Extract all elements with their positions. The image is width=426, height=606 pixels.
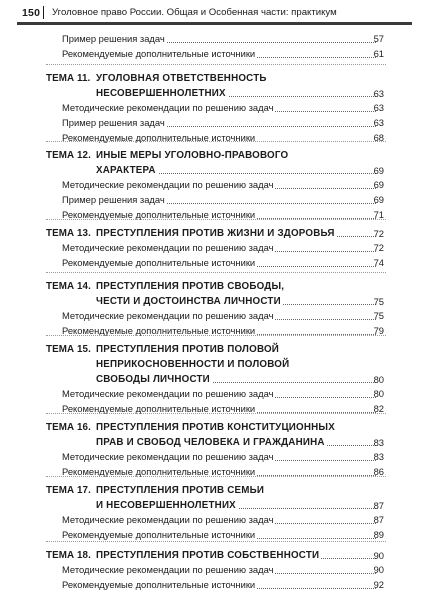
topic-title-line[interactable] [96,549,376,562]
toc-entry-page: 80 [373,388,384,399]
toc-entry[interactable] [0,451,426,465]
toc-entry-label: Рекомендуемые дополнительные источники [62,403,256,414]
topic-number: ТЕМА 14. [46,281,91,292]
toc-entry-page: 71 [373,209,384,220]
topic-title-line[interactable] [96,87,376,100]
toc-entry-label: Методические рекомендации по решению задач [62,179,274,190]
toc-entry[interactable] [0,102,426,116]
toc-entry-label-wrap [62,514,376,526]
toc-entry-label: Методические рекомендации по решению задач [62,388,274,399]
toc-entry-label-wrap [62,310,376,322]
toc-entry-page: 75 [373,310,384,321]
toc-entry[interactable] [0,310,426,324]
toc-entry-label-wrap [62,102,376,114]
topic-title-text: ХАРАКТЕРА [96,165,156,176]
section-separator [46,413,386,414]
toc-entry-label-wrap [62,451,376,463]
toc-entry-page: 89 [373,529,384,540]
section-separator [46,335,386,336]
topic-page: 87 [373,500,384,511]
topic-title-line[interactable] [96,227,376,240]
toc-entry[interactable] [0,48,426,62]
toc-entry-label-wrap [62,564,376,576]
section-separator [46,219,386,220]
toc-entry-label: Методические рекомендации по решению задач [62,242,274,253]
topic-title-text: СВОБОДЫ ЛИЧНОСТИ [96,374,210,385]
toc-entry-page: 68 [373,132,384,143]
toc-entry-label-wrap [62,257,376,269]
toc-entry-page: 69 [373,194,384,205]
toc-entry-page: 72 [373,242,384,253]
toc-entry-label: Рекомендуемые дополнительные источники [62,209,256,220]
topic-page: 80 [373,374,384,385]
running-title: Уголовное право России. Общая и Особенная части: практикум [52,7,337,18]
toc-entry[interactable] [0,242,426,256]
toc-entry-page: 57 [373,33,384,44]
topic-title-text: ПРЕСТУПЛЕНИЯ ПРОТИВ ЖИЗНИ И ЗДОРОВЬЯ [96,228,335,239]
toc-entry-page: 87 [373,514,384,525]
page-number: 150 [22,7,41,19]
toc-entry-label: Методические рекомендации по решению задач [62,564,274,575]
toc-entry-page: 92 [373,579,384,590]
page-header [0,0,426,26]
toc-entry-label-wrap [62,194,376,206]
topic-title-line[interactable] [96,499,376,512]
toc-entry-label: Рекомендуемые дополнительные источники [62,529,256,540]
topic-page: 63 [373,88,384,99]
topic-title-line[interactable]: УГОЛОВНАЯ ОТВЕТСТВЕННОСТЬ [96,73,267,84]
toc-entry[interactable] [0,117,426,131]
toc-entry-label: Методические рекомендации по решению задач [62,514,274,525]
toc-entry[interactable] [0,388,426,402]
toc-entry-label: Пример решения задач [62,33,165,44]
toc-entry[interactable] [0,403,426,417]
toc-entry-label: Пример решения задач [62,194,165,205]
toc-entry[interactable] [0,564,426,578]
toc-entry-page: 74 [373,257,384,268]
toc-entry-page: 83 [373,451,384,462]
toc-entry-page: 63 [373,117,384,128]
header-divider [43,6,44,19]
toc-entry[interactable] [0,194,426,208]
topic-title-line[interactable]: НЕПРИКОСНОВЕННОСТИ И ПОЛОВОЙ [96,359,290,370]
toc-entry[interactable] [0,257,426,271]
toc-entry[interactable] [0,179,426,193]
topic-page: 90 [373,550,384,561]
topic-title-line[interactable] [96,436,376,449]
toc-entry-label: Рекомендуемые дополнительные источники [62,325,256,336]
topic-number: ТЕМА 17. [46,485,91,496]
toc-entry-label: Рекомендуемые дополнительные источники [62,48,256,59]
section-separator [46,272,386,273]
topic-title-line[interactable] [96,164,376,177]
toc-entry[interactable] [0,325,426,339]
toc-entry-label-wrap [62,132,376,144]
toc-entry-label: Пример решения задач [62,117,165,128]
toc-entry-label-wrap [62,179,376,191]
toc-entry-label: Методические рекомендации по решению задач [62,102,274,113]
topic-title-text: ЧЕСТИ И ДОСТОИНСТВА ЛИЧНОСТИ [96,296,281,307]
topic-page: 83 [373,437,384,448]
section-separator [46,541,386,542]
toc-entry[interactable] [0,33,426,47]
toc-entry-page: 90 [373,564,384,575]
topic-page: 75 [373,296,384,307]
toc-entry-label-wrap [62,579,376,591]
topic-number: ТЕМА 11. [46,73,91,84]
toc-entry[interactable] [0,209,426,223]
topic-title-text: НЕСОВЕРШЕННОЛЕТНИХ [96,88,226,99]
topic-title-line[interactable] [96,373,376,386]
topic-title-line[interactable]: ПРЕСТУПЛЕНИЯ ПРОТИВ СВОБОДЫ, [96,281,285,292]
section-separator [46,476,386,477]
toc-entry-label: Методические рекомендации по решению задач [62,310,274,321]
toc-entry-label: Рекомендуемые дополнительные источники [62,132,256,143]
toc-entry-label-wrap [62,388,376,400]
topic-number: ТЕМА 16. [46,422,91,433]
toc-entry-label: Рекомендуемые дополнительные источники [62,257,256,268]
toc-entry[interactable] [0,132,426,146]
toc-entry[interactable] [0,514,426,528]
topic-number: ТЕМА 15. [46,344,91,355]
header-rule [17,22,412,25]
topic-page: 69 [373,165,384,176]
toc-entry-label: Рекомендуемые дополнительные источники [62,579,256,590]
toc-entry-label-wrap [62,117,376,129]
topic-number: ТЕМА 12. [46,150,91,161]
topic-title-text: ПРЕСТУПЛЕНИЯ ПРОТИВ СОБСТВЕННОСТИ [96,550,320,561]
topic-page: 72 [373,228,384,239]
toc-entry-label: Методические рекомендации по решению задач [62,451,274,462]
toc-entry-label-wrap [62,242,376,254]
topic-title-line[interactable] [96,295,376,308]
toc-entry-label-wrap [62,48,376,60]
toc-entry-page: 69 [373,179,384,190]
topic-title-line[interactable]: ПРЕСТУПЛЕНИЯ ПРОТИВ КОНСТИТУЦИОННЫХ [96,422,335,433]
section-separator [46,141,386,142]
topic-number: ТЕМА 13. [46,228,91,239]
toc-entry[interactable] [0,579,426,593]
toc-entry-page: 82 [373,403,384,414]
toc-entry-page: 63 [373,102,384,113]
toc-entry-page: 86 [373,466,384,477]
topic-title-line[interactable]: ИНЫЕ МЕРЫ УГОЛОВНО-ПРАВОВОГО [96,150,289,161]
topic-number: ТЕМА 18. [46,550,91,561]
section-separator [46,64,386,65]
topic-title-text: И НЕСОВЕРШЕННОЛЕТНИХ [96,500,236,511]
topic-title-line[interactable]: ПРЕСТУПЛЕНИЯ ПРОТИВ СЕМЬИ [96,485,265,496]
toc-entry-label-wrap [62,33,376,45]
toc-entry[interactable] [0,466,426,480]
toc-entry-page: 61 [373,48,384,59]
topic-title-line[interactable]: ПРЕСТУПЛЕНИЯ ПРОТИВ ПОЛОВОЙ [96,344,280,355]
topic-title-text: ПРАВ И СВОБОД ЧЕЛОВЕКА И ГРАЖДАНИНА [96,437,325,448]
toc-entry-page: 79 [373,325,384,336]
toc-entry-label-wrap [62,529,376,541]
toc-entry-label: Рекомендуемые дополнительные источники [62,466,256,477]
